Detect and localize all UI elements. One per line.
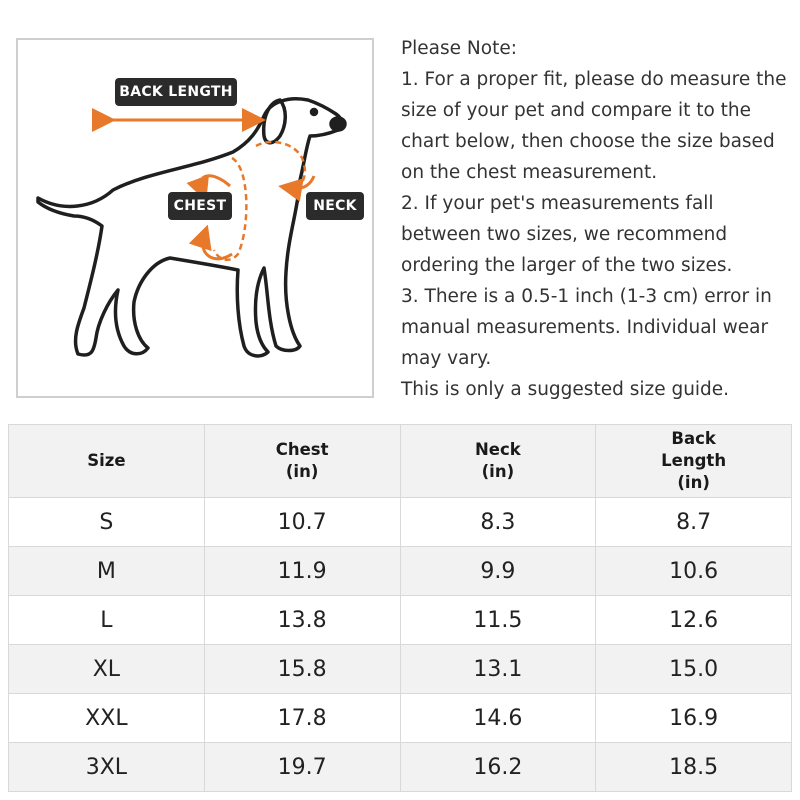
table-header-row [9, 425, 792, 498]
cell-back-length: 8.7 [596, 498, 792, 547]
note-item: 2. If your pet's measurements fall between two sizes, we recommend ordering the larger of the two sizes. [401, 193, 733, 276]
cell-size: XXL [9, 694, 205, 743]
table-row [9, 596, 792, 645]
cell-neck: 14.6 [400, 694, 596, 743]
cell-size: 3XL [9, 743, 205, 792]
cell-chest: 19.7 [204, 743, 400, 792]
header-neck: Neck (in) [400, 425, 596, 498]
chest-arrow-top [201, 176, 230, 190]
cell-chest: 13.8 [204, 596, 400, 645]
header-chest: Chest (in) [204, 425, 400, 498]
notes-disclaimer: This is only a suggested size guide. [401, 379, 730, 400]
table-row [9, 645, 792, 694]
size-chart-table [8, 424, 792, 792]
header-size: Size [9, 425, 205, 498]
neck-label: NECK [306, 192, 364, 220]
cell-chest: 10.7 [204, 498, 400, 547]
cell-chest: 11.9 [204, 547, 400, 596]
cell-neck: 9.9 [400, 547, 596, 596]
cell-size: L [9, 596, 205, 645]
chest-label: CHEST [168, 192, 232, 220]
dog-measurement-diagram [16, 38, 374, 398]
cell-back-length: 18.5 [596, 743, 792, 792]
dog-outline [38, 99, 345, 356]
cell-neck: 16.2 [400, 743, 596, 792]
table-row [9, 694, 792, 743]
cell-chest: 15.8 [204, 645, 400, 694]
cell-chest: 17.8 [204, 694, 400, 743]
note-item: 3. There is a 0.5-1 inch (1-3 cm) error in manual measurements. Individual wear may vary. [401, 286, 772, 369]
cell-back-length: 15.0 [596, 645, 792, 694]
cell-back-length: 12.6 [596, 596, 792, 645]
table-row [9, 743, 792, 792]
cell-size: XL [9, 645, 205, 694]
cell-neck: 11.5 [400, 596, 596, 645]
cell-size: M [9, 547, 205, 596]
cell-size: S [9, 498, 205, 547]
table-row [9, 498, 792, 547]
size-notes [401, 33, 796, 405]
back-length-label: BACK LENGTH [115, 78, 237, 106]
cell-neck: 8.3 [400, 498, 596, 547]
cell-back-length: 10.6 [596, 547, 792, 596]
notes-heading: Please Note: [401, 38, 517, 59]
header-back-length: Back Length (in) [596, 425, 792, 498]
cell-neck: 13.1 [400, 645, 596, 694]
neck-loop [256, 142, 305, 188]
table-row [9, 547, 792, 596]
cell-back-length: 16.9 [596, 694, 792, 743]
note-item: 1. For a proper fit, please do measure the size of your pet and compare it to the chart below, then choose the size based on the chest measurement. [401, 69, 787, 183]
